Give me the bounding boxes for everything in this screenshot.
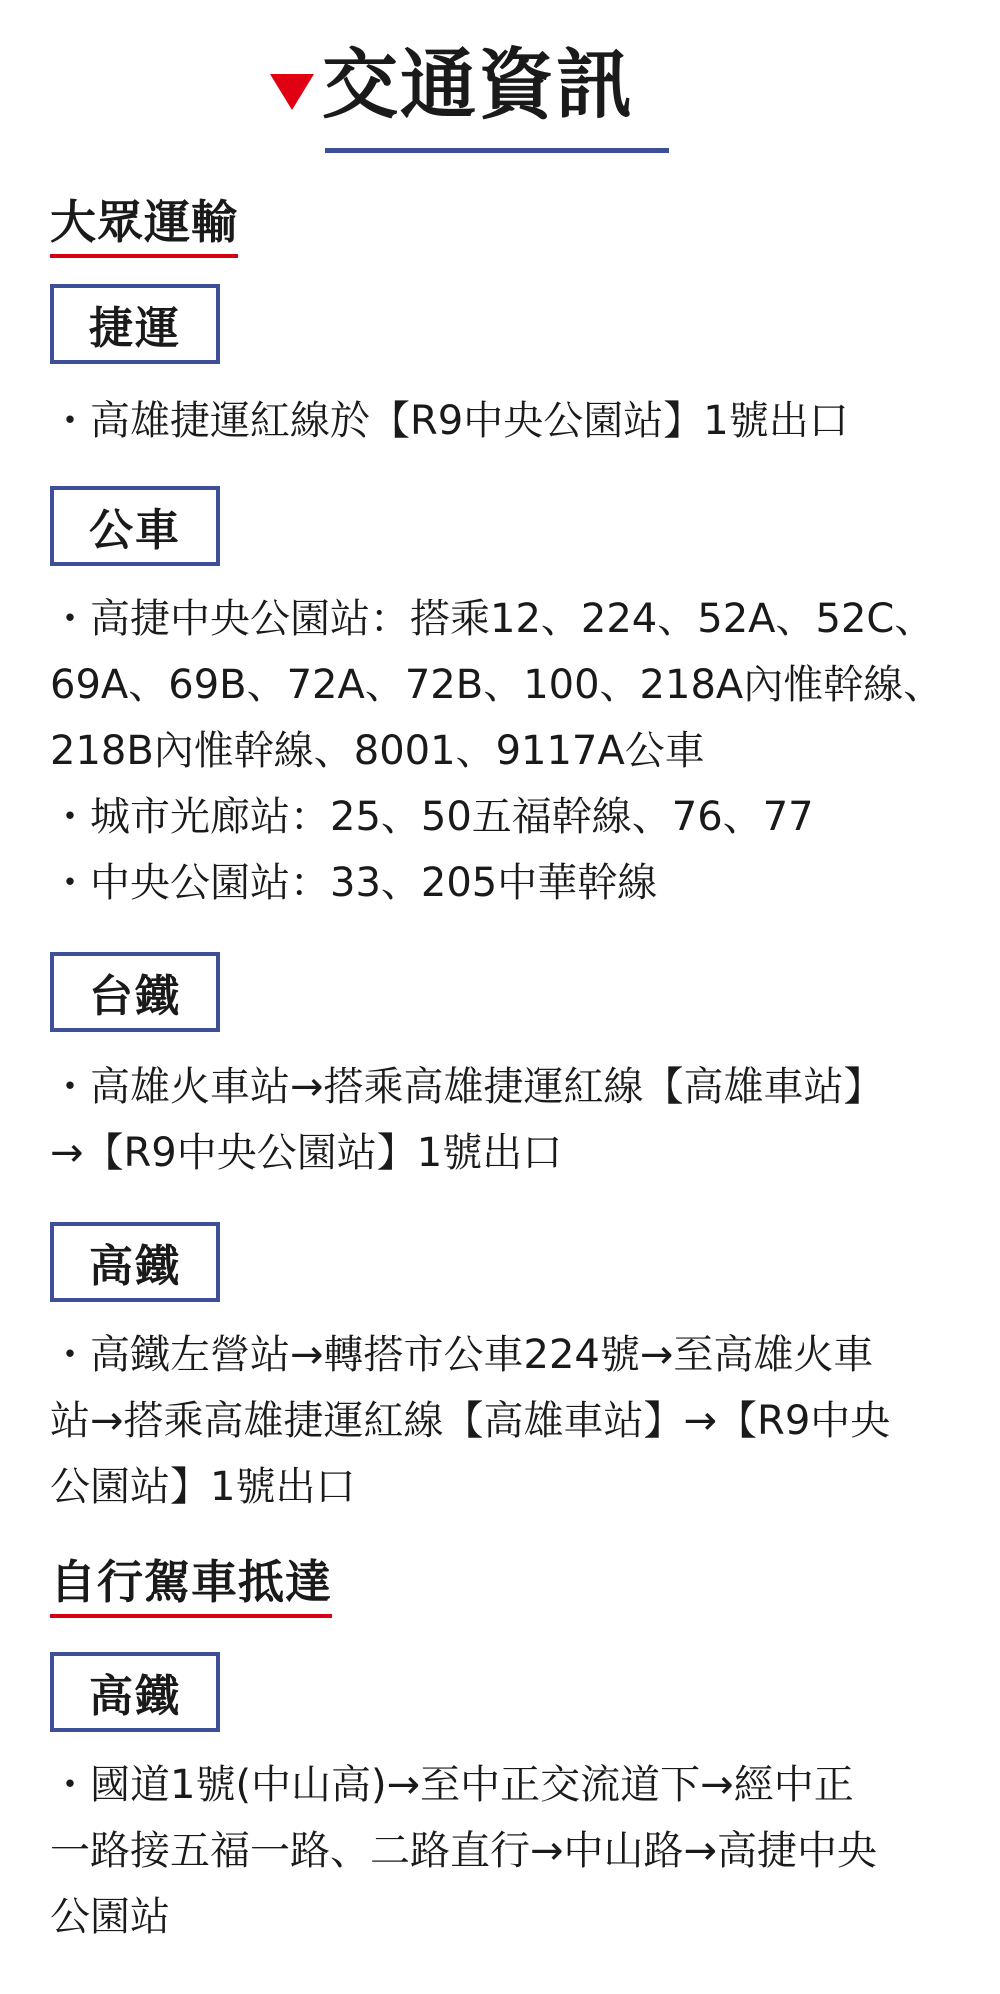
info-hsr: [50, 1322, 950, 1520]
page-title-text: 交通資訊: [322, 40, 634, 129]
info-line: 一路接五福一路、二路直行→中山路→高捷中央: [50, 1828, 878, 1874]
info-line: ・高雄火車站→搭乘高雄捷運紅線【高雄車站】: [50, 1064, 884, 1110]
label-mrt: 捷運: [50, 284, 220, 364]
label-self-drive-hsr: 高鐵: [50, 1652, 220, 1732]
info-line: ・城市光廊站：25、50五福幹線、76、77: [50, 794, 814, 840]
title-underline: [325, 148, 669, 153]
triangle-down-icon: [270, 74, 314, 110]
info-line: ・中央公園站：33、205中華幹線: [50, 860, 658, 906]
section-heading-self-drive: 自行駕車抵達: [50, 1552, 332, 1618]
info-tra: [50, 1054, 950, 1186]
info-line: 69A、69B、72A、72B、100、218A內惟幹線、: [50, 662, 944, 708]
info-line: 公園站】1號出口: [50, 1464, 356, 1510]
info-line: 218B內惟幹線、8001、9117A公車: [50, 728, 705, 774]
info-self-drive: [50, 1752, 950, 1950]
info-bus: [50, 586, 950, 916]
label-hsr: 高鐵: [50, 1222, 220, 1302]
section-heading-public-transport: 大眾運輸: [50, 192, 238, 258]
info-line: 公園站: [50, 1894, 170, 1940]
page-title: [270, 30, 634, 140]
info-line: ・高雄捷運紅線於【R9中央公園站】1號出口: [50, 398, 849, 444]
label-tra: 台鐵: [50, 952, 220, 1032]
label-bus: 公車: [50, 486, 220, 566]
info-mrt: [50, 388, 950, 454]
info-line: ・國道1號(中山高)→至中正交流道下→經中正: [50, 1762, 854, 1808]
info-line: 站→搭乘高雄捷運紅線【高雄車站】→【R9中央: [50, 1398, 891, 1444]
info-line: ・高鐵左營站→轉搭市公車224號→至高雄火車: [50, 1332, 874, 1378]
info-line: →【R9中央公園站】1號出口: [50, 1130, 563, 1176]
info-line: ・高捷中央公園站：搭乘12、224、52A、52C、: [50, 596, 935, 642]
